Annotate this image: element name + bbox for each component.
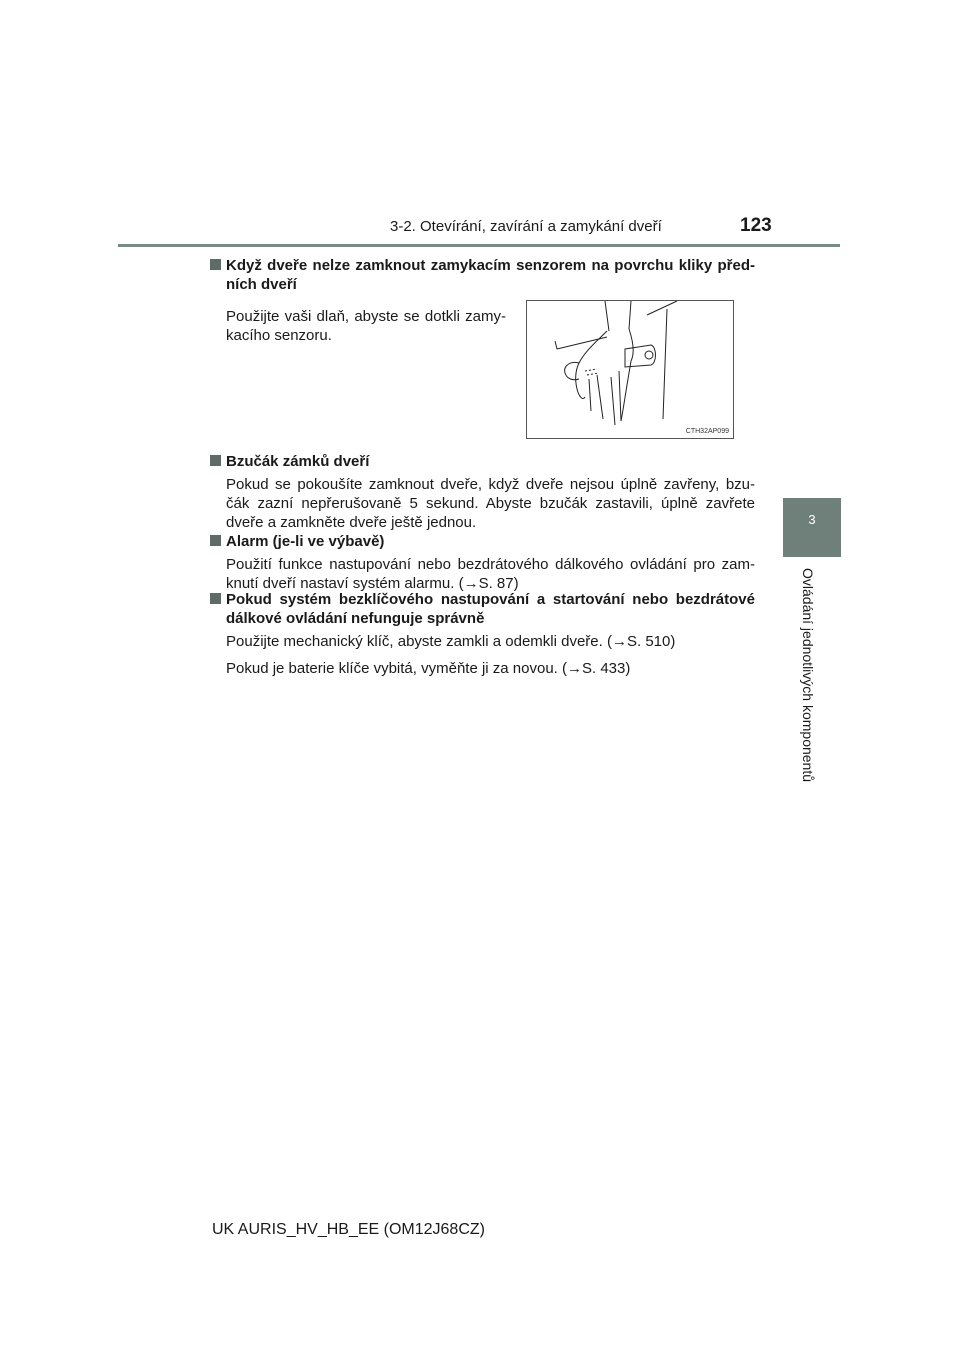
section-paragraph: Pokud se pokoušíte zamknout dveře, když dveře nejsou úplně zavřeny, bzu-čák zazní nepřerušovaně 5 sekund. Abyste bzučák zastavili, úplně zavřete dveře a zamkněte dveře ještě jednou. xyxy=(226,476,755,531)
section-paragraph: Pokud je baterie klíče vybitá, vyměňte ji za novou. (→S. 433) xyxy=(226,660,631,677)
chapter-title: Ovládání jednotlivých komponentů xyxy=(800,568,816,783)
chapter-tab xyxy=(783,498,841,557)
hand-on-door-handle-illustration xyxy=(526,300,734,439)
chapter-number: 3 xyxy=(808,512,816,527)
section-door-lock-buzzer xyxy=(210,452,755,532)
square-bullet-icon xyxy=(210,535,221,546)
section-heading: Bzučák zámků dveří xyxy=(210,452,755,471)
hand-door-handle-icon xyxy=(527,301,733,438)
section-title: 3-2. Otevírání, zavírání a zamykání dveří xyxy=(390,218,662,235)
square-bullet-icon xyxy=(210,455,221,466)
section-keyless-malfunction xyxy=(210,590,755,678)
section-paragraph: Použijte vaši dlaň, abyste se dotkli zamy-kacího senzoru. xyxy=(226,308,506,344)
page-number: 123 xyxy=(740,215,772,236)
header-divider xyxy=(118,244,840,247)
manual-id-footer: UK AURIS_HV_HB_EE (OM12J68CZ) xyxy=(212,1221,485,1238)
section-paragraph: Použití funkce nastupování nebo bezdrátového dálkového ovládání pro zam-knutí dveří nastaví systém alarmu. (→S. 87) xyxy=(226,556,755,592)
section-heading: Pokud systém bezklíčového nastupování a startování nebo bezdrátové dálkové ovládání nefunguje správně xyxy=(210,590,755,628)
section-heading: Když dveře nelze zamknout zamykacím senzorem na povrchu kliky před-ních dveří xyxy=(210,256,755,294)
square-bullet-icon xyxy=(210,259,221,270)
figure-code: CTH32AP099 xyxy=(685,428,729,435)
section-heading: Alarm (je-li ve výbavě) xyxy=(210,532,755,551)
section-paragraph: Použijte mechanický klíč, abyste zamkli a odemkli dveře. (→S. 510) xyxy=(226,633,676,650)
section-alarm xyxy=(210,532,755,593)
square-bullet-icon xyxy=(210,593,221,604)
